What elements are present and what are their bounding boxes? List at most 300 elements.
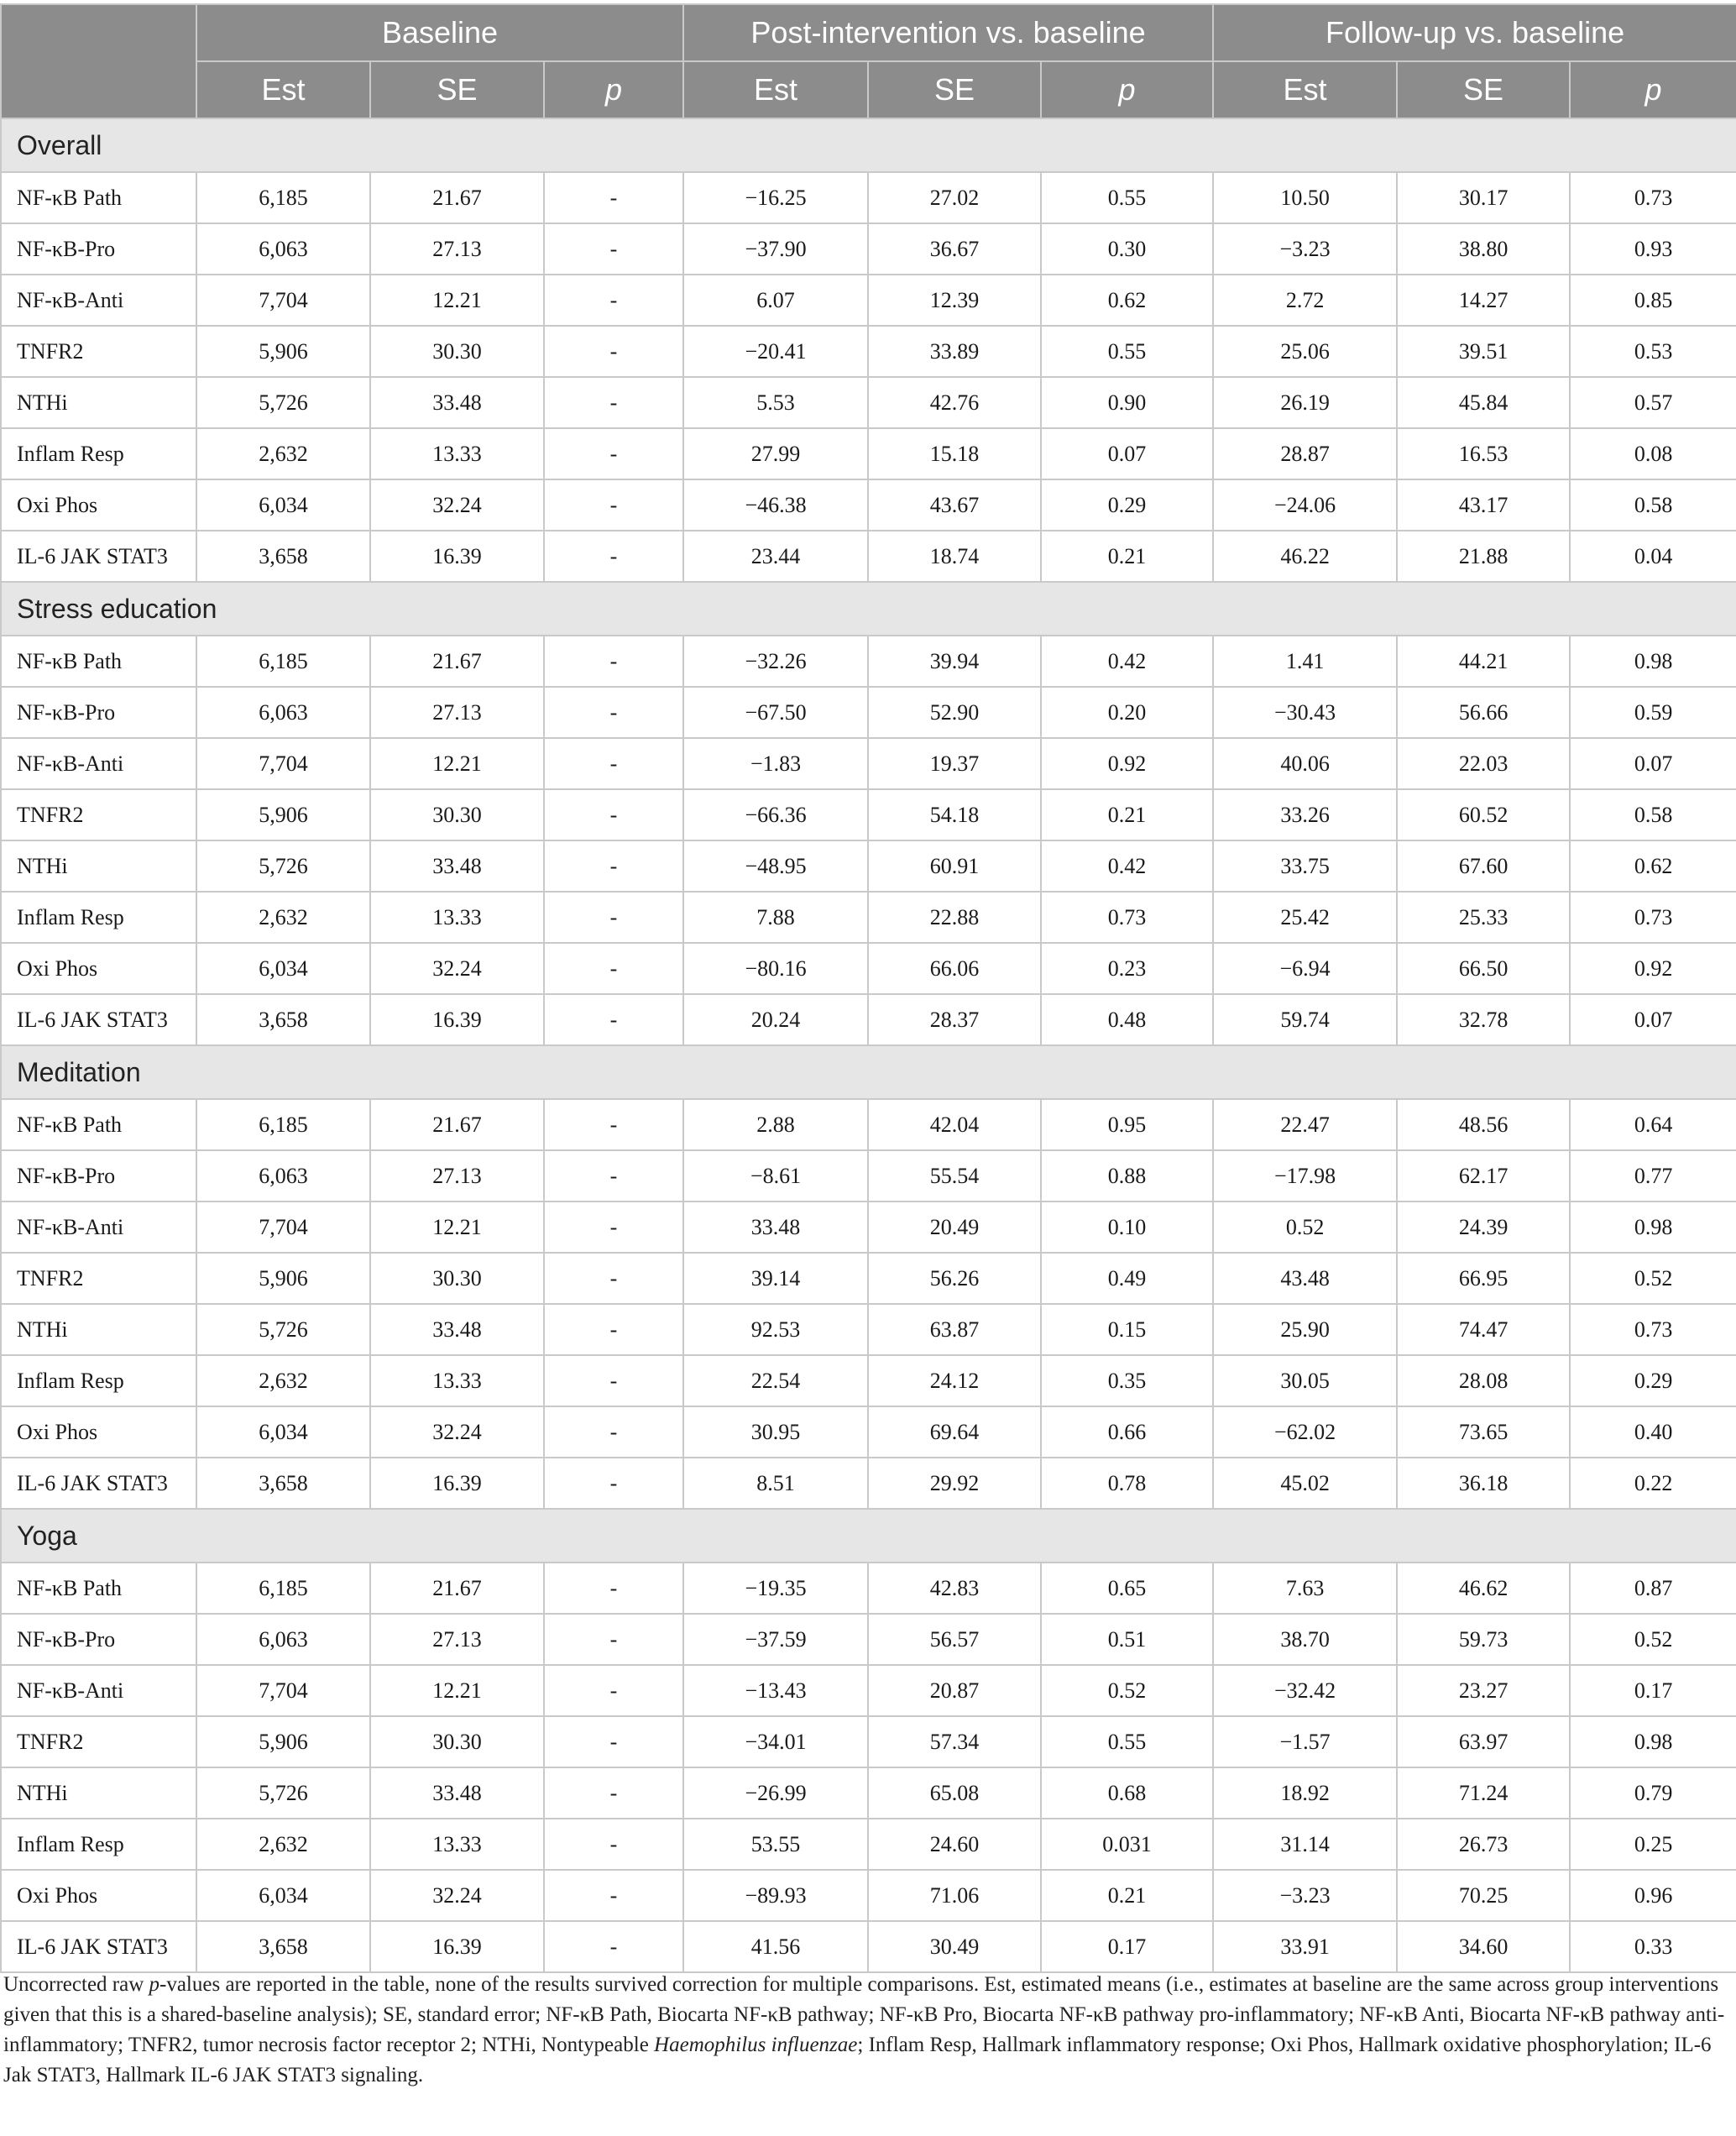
table-cell: 28.87 [1213,428,1397,479]
table-cell: 10.50 [1213,172,1397,223]
table-cell: 20.87 [868,1665,1041,1716]
row-label: IL-6 JAK STAT3 [1,531,196,582]
table-cell: 6,063 [196,1614,370,1665]
table-cell: 0.92 [1570,943,1736,994]
row-label: Oxi Phos [1,1406,196,1458]
table-row [1,840,1736,892]
table-cell: 0.68 [1041,1767,1213,1819]
table-row [1,428,1736,479]
table-cell: 19.37 [868,738,1041,789]
table-cell: 18.92 [1213,1767,1397,1819]
table-row [1,1304,1736,1355]
table-cell: 21.67 [370,172,544,223]
table-row [1,1202,1736,1253]
table-cell: 0.85 [1570,275,1736,326]
table-cell: 6,034 [196,1406,370,1458]
table-cell: 7,704 [196,275,370,326]
table-cell: - [544,687,683,738]
table-cell: 21.88 [1397,531,1570,582]
table-cell: 32.24 [370,1406,544,1458]
table-cell: 65.08 [868,1767,1041,1819]
table-cell: 36.67 [868,223,1041,275]
table-cell: 42.04 [868,1099,1041,1150]
table-cell: 7.88 [683,892,868,943]
table-cell: 33.75 [1213,840,1397,892]
table-cell: −46.38 [683,479,868,531]
table-row [1,531,1736,582]
table-cell: 16.39 [370,1458,544,1509]
table-cell: 2.88 [683,1099,868,1150]
header-se: SE [370,61,544,118]
table-cell: 0.78 [1041,1458,1213,1509]
footnote-text: -values are reported in the table, none of the results survived correction for multiple comparisons. Est, estimated means (i.e., estimates at baseline are the same across group interventions given that this is a shared-baseline analysis); SE, standard error; NF-κB Path, Biocarta NF-κB pathway; NF-κB Pro, Biocarta NF-κB pathway pro-inflammatory; NF-κB Anti, Biocarta NF-κB pathway anti-inflammatory; TNFR2, tumor necrosis factor receptor 2; NTHi, Nontypeable [3,1973,1725,2056]
table-cell: 40.06 [1213,738,1397,789]
table-cell: −3.23 [1213,1870,1397,1921]
table-cell: 45.84 [1397,377,1570,428]
table-cell: 0.64 [1570,1099,1736,1150]
table-cell: 6,185 [196,1563,370,1614]
table-row [1,994,1736,1045]
table-cell: - [544,223,683,275]
table-cell: 0.98 [1570,1716,1736,1767]
table-cell: 27.02 [868,172,1041,223]
table-cell: 0.66 [1041,1406,1213,1458]
table-cell: 0.30 [1041,223,1213,275]
table-cell: 33.89 [868,326,1041,377]
table-cell: 6.07 [683,275,868,326]
header-est: Est [1213,61,1397,118]
table-cell: - [544,1563,683,1614]
table-cell: 66.06 [868,943,1041,994]
table-cell: 0.52 [1041,1665,1213,1716]
table-cell: −8.61 [683,1150,868,1202]
table-row [1,1716,1736,1767]
table-row [1,1355,1736,1406]
table-cell: 29.92 [868,1458,1041,1509]
table-cell: - [544,1614,683,1665]
table-cell: 0.53 [1570,326,1736,377]
table-cell: 18.74 [868,531,1041,582]
table-cell: 25.06 [1213,326,1397,377]
table-cell: −34.01 [683,1716,868,1767]
table-cell: - [544,1355,683,1406]
table-cell: 73.65 [1397,1406,1570,1458]
table-cell: −32.42 [1213,1665,1397,1716]
table-cell: 0.52 [1213,1202,1397,1253]
table-cell: 13.33 [370,1355,544,1406]
row-label: Oxi Phos [1,1870,196,1921]
table-cell: 31.14 [1213,1819,1397,1870]
table-cell: 3,658 [196,1921,370,1972]
table-cell: 2,632 [196,1819,370,1870]
row-label: NF-κB-Pro [1,1614,196,1665]
table-cell: 46.22 [1213,531,1397,582]
row-label: NF-κB-Anti [1,275,196,326]
table-cell: 59.74 [1213,994,1397,1045]
header-se: SE [1397,61,1570,118]
table-cell: - [544,172,683,223]
table-cell: 39.14 [683,1253,868,1304]
table-cell: - [544,1253,683,1304]
table-cell: - [544,636,683,687]
table-cell: 34.60 [1397,1921,1570,1972]
table-cell: 0.55 [1041,1716,1213,1767]
table-cell: 33.48 [370,840,544,892]
table-cell: - [544,1921,683,1972]
table-cell: 24.39 [1397,1202,1570,1253]
table-row [1,172,1736,223]
table-cell: 32.78 [1397,994,1570,1045]
table-row [1,1150,1736,1202]
table-cell: - [544,892,683,943]
table-cell: 6,034 [196,1870,370,1921]
table-cell: 55.54 [868,1150,1041,1202]
table-row [1,687,1736,738]
header-p: p [1570,61,1736,118]
table-cell: 6,034 [196,943,370,994]
table-cell: 0.04 [1570,531,1736,582]
table-cell: - [544,326,683,377]
table-cell: 16.39 [370,1921,544,1972]
table-cell: 32.24 [370,479,544,531]
table-cell: 25.33 [1397,892,1570,943]
table-row [1,1458,1736,1509]
table-cell: 26.73 [1397,1819,1570,1870]
table-cell: 0.21 [1041,789,1213,840]
table-cell: 33.48 [683,1202,868,1253]
row-label: Oxi Phos [1,479,196,531]
table-cell: 5,726 [196,840,370,892]
table-cell: −13.43 [683,1665,868,1716]
table-row [1,1665,1736,1716]
table-cell: 33.91 [1213,1921,1397,1972]
table-cell: 44.21 [1397,636,1570,687]
table-cell: - [544,1665,683,1716]
section-row [1,1509,1736,1563]
table-cell: 22.54 [683,1355,868,1406]
table-row [1,1767,1736,1819]
table-cell: 5,726 [196,1767,370,1819]
table-cell: 24.12 [868,1355,1041,1406]
table-cell: - [544,1304,683,1355]
row-label: TNFR2 [1,1716,196,1767]
table-cell: 6,185 [196,172,370,223]
table-cell: 0.51 [1041,1614,1213,1665]
row-label: Inflam Resp [1,428,196,479]
table-cell: −37.59 [683,1614,868,1665]
table-cell: 0.07 [1041,428,1213,479]
table-cell: 0.40 [1570,1406,1736,1458]
table-cell: −1.57 [1213,1716,1397,1767]
table-cell: - [544,738,683,789]
table-cell: 2.72 [1213,275,1397,326]
table-cell: 54.18 [868,789,1041,840]
table-cell: - [544,1767,683,1819]
table-cell: 69.64 [868,1406,1041,1458]
table-cell: 5.53 [683,377,868,428]
table-cell: - [544,943,683,994]
table-cell: - [544,1458,683,1509]
table-cell: 12.21 [370,275,544,326]
table-cell: 21.67 [370,1563,544,1614]
table-body [1,118,1736,1972]
table-cell: 33.48 [370,377,544,428]
row-label: NF-κB-Pro [1,687,196,738]
table-cell: 42.76 [868,377,1041,428]
table-cell: 33.48 [370,1767,544,1819]
table-cell: 0.87 [1570,1563,1736,1614]
table-cell: 12.21 [370,738,544,789]
header-p: p [544,61,683,118]
table-row [1,1819,1736,1870]
table-cell: 20.24 [683,994,868,1045]
table-cell: 0.33 [1570,1921,1736,1972]
table-cell: 46.62 [1397,1563,1570,1614]
table-cell: 7.63 [1213,1563,1397,1614]
table-cell: 0.62 [1041,275,1213,326]
row-label: Oxi Phos [1,943,196,994]
table-cell: 42.83 [868,1563,1041,1614]
table-cell: 30.30 [370,1716,544,1767]
table-row [1,943,1736,994]
table-cell: 92.53 [683,1304,868,1355]
footnote-text: ; Inflam Resp, Hallmark inflammatory response; Oxi Phos, Hallmark oxidative phosphorylation; IL-6 Jak STAT3, Hallmark IL-6 JAK STAT3 signaling. [3,2034,1712,2086]
table-header [1,4,1736,118]
table-row [1,636,1736,687]
table-row [1,1870,1736,1921]
table-cell: 27.13 [370,223,544,275]
table-cell: −62.02 [1213,1406,1397,1458]
table-cell: 38.70 [1213,1614,1397,1665]
table-cell: 43.67 [868,479,1041,531]
table-cell: 60.52 [1397,789,1570,840]
table-cell: 66.50 [1397,943,1570,994]
table-cell: 30.30 [370,789,544,840]
table-cell: 20.49 [868,1202,1041,1253]
table-cell: 0.49 [1041,1253,1213,1304]
table-cell: 41.56 [683,1921,868,1972]
table-cell: 63.97 [1397,1716,1570,1767]
table-cell: 8.51 [683,1458,868,1509]
row-label: NF-κB-Pro [1,223,196,275]
header-group-post-intervention: Post-intervention vs. baseline [683,4,1213,61]
table-cell: 12.21 [370,1665,544,1716]
table-cell: 0.88 [1041,1150,1213,1202]
table-cell: 0.23 [1041,943,1213,994]
header-group-baseline: Baseline [196,4,683,61]
header-corner [1,4,196,118]
row-label: NF-κB Path [1,1099,196,1150]
table-cell: 70.25 [1397,1870,1570,1921]
table-cell: - [544,1406,683,1458]
table-cell: 32.24 [370,1870,544,1921]
table-row [1,1614,1736,1665]
table-cell: 60.91 [868,840,1041,892]
header-p: p [1041,61,1213,118]
results-table-container [0,3,1736,1973]
table-cell: 16.53 [1397,428,1570,479]
table-row [1,789,1736,840]
table-cell: −16.25 [683,172,868,223]
table-cell: 0.17 [1570,1665,1736,1716]
table-cell: 0.42 [1041,636,1213,687]
table-cell: - [544,428,683,479]
table-row [1,377,1736,428]
table-cell: 6,063 [196,687,370,738]
table-cell: 43.48 [1213,1253,1397,1304]
table-cell: 0.98 [1570,636,1736,687]
table-cell: 0.73 [1570,892,1736,943]
row-label: NTHi [1,377,196,428]
table-cell: −89.93 [683,1870,868,1921]
table-cell: - [544,840,683,892]
header-se: SE [868,61,1041,118]
row-label: NF-κB Path [1,172,196,223]
table-cell: 0.52 [1570,1614,1736,1665]
table-cell: 0.10 [1041,1202,1213,1253]
footnote-p-italic: p [149,1973,160,1996]
table-row [1,1563,1736,1614]
table-cell: 0.58 [1570,479,1736,531]
table-cell: 0.48 [1041,994,1213,1045]
table-cell: 39.94 [868,636,1041,687]
table-cell: 16.39 [370,531,544,582]
table-cell: 53.55 [683,1819,868,1870]
table-cell: 66.95 [1397,1253,1570,1304]
table-cell: 67.60 [1397,840,1570,892]
table-cell: 0.29 [1041,479,1213,531]
row-label: NTHi [1,1767,196,1819]
row-label: TNFR2 [1,326,196,377]
row-label: Inflam Resp [1,1819,196,1870]
table-cell: 33.26 [1213,789,1397,840]
table-cell: - [544,1150,683,1202]
table-cell: 63.87 [868,1304,1041,1355]
table-cell: - [544,1202,683,1253]
table-cell: 1.41 [1213,636,1397,687]
table-row [1,738,1736,789]
row-label: NTHi [1,1304,196,1355]
table-cell: 0.21 [1041,1870,1213,1921]
table-cell: 0.93 [1570,223,1736,275]
table-cell: 25.90 [1213,1304,1397,1355]
row-label: NF-κB Path [1,1563,196,1614]
row-label: NF-κB Path [1,636,196,687]
table-cell: 56.66 [1397,687,1570,738]
table-cell: 24.60 [868,1819,1041,1870]
row-label: IL-6 JAK STAT3 [1,1921,196,1972]
table-cell: 30.95 [683,1406,868,1458]
section-row [1,118,1736,172]
table-cell: 0.42 [1041,840,1213,892]
table-cell: 71.24 [1397,1767,1570,1819]
table-cell: 0.07 [1570,738,1736,789]
row-label: NF-κB-Anti [1,1665,196,1716]
table-cell: −26.99 [683,1767,868,1819]
table-row [1,1099,1736,1150]
table-cell: 22.03 [1397,738,1570,789]
table-cell: 0.92 [1041,738,1213,789]
table-cell: 0.79 [1570,1767,1736,1819]
table-cell: - [544,994,683,1045]
table-row [1,1406,1736,1458]
table-cell: 7,704 [196,1665,370,1716]
table-cell: 71.06 [868,1870,1041,1921]
table-row [1,1921,1736,1972]
table-cell: 16.39 [370,994,544,1045]
header-est: Est [683,61,868,118]
row-label: Inflam Resp [1,892,196,943]
footnote-text: Uncorrected raw [3,1973,149,1996]
table-cell: 62.17 [1397,1150,1570,1202]
table-cell: 0.25 [1570,1819,1736,1870]
section-title: Yoga [1,1509,1736,1563]
table-cell: 0.031 [1041,1819,1213,1870]
table-cell: 27.13 [370,1150,544,1202]
table-cell: 5,906 [196,789,370,840]
table-cell: 2,632 [196,1355,370,1406]
table-cell: −17.98 [1213,1150,1397,1202]
table-cell: 57.34 [868,1716,1041,1767]
table-cell: 6,063 [196,223,370,275]
results-table [0,3,1736,1973]
table-cell: 5,906 [196,326,370,377]
table-row [1,1253,1736,1304]
table-row [1,275,1736,326]
table-cell: 0.55 [1041,172,1213,223]
table-cell: 13.33 [370,428,544,479]
table-cell: 38.80 [1397,223,1570,275]
table-cell: 15.18 [868,428,1041,479]
table-cell: 21.67 [370,1099,544,1150]
table-cell: 0.57 [1570,377,1736,428]
table-cell: 0.65 [1041,1563,1213,1614]
table-row [1,326,1736,377]
row-label: IL-6 JAK STAT3 [1,994,196,1045]
table-cell: −32.26 [683,636,868,687]
row-label: NF-κB-Pro [1,1150,196,1202]
table-cell: 27.13 [370,1614,544,1665]
table-cell: 30.49 [868,1921,1041,1972]
table-cell: - [544,1870,683,1921]
table-cell: 48.56 [1397,1099,1570,1150]
table-cell: 0.62 [1570,840,1736,892]
table-cell: −37.90 [683,223,868,275]
table-cell: 0.52 [1570,1253,1736,1304]
table-cell: −66.36 [683,789,868,840]
table-cell: 36.18 [1397,1458,1570,1509]
table-cell: 6,063 [196,1150,370,1202]
table-cell: −20.41 [683,326,868,377]
table-cell: 43.17 [1397,479,1570,531]
table-cell: −80.16 [683,943,868,994]
table-cell: 27.13 [370,687,544,738]
footnote-species-italic: Haemophilus influenzae [654,2034,858,2056]
table-cell: 32.24 [370,943,544,994]
table-row [1,479,1736,531]
row-label: NF-κB-Anti [1,1202,196,1253]
table-cell: −19.35 [683,1563,868,1614]
row-label: TNFR2 [1,1253,196,1304]
table-cell: 0.29 [1570,1355,1736,1406]
table-cell: 0.08 [1570,428,1736,479]
table-cell: - [544,1099,683,1150]
table-cell: 0.77 [1570,1150,1736,1202]
table-cell: - [544,275,683,326]
section-row [1,582,1736,636]
table-cell: 39.51 [1397,326,1570,377]
table-cell: 52.90 [868,687,1041,738]
